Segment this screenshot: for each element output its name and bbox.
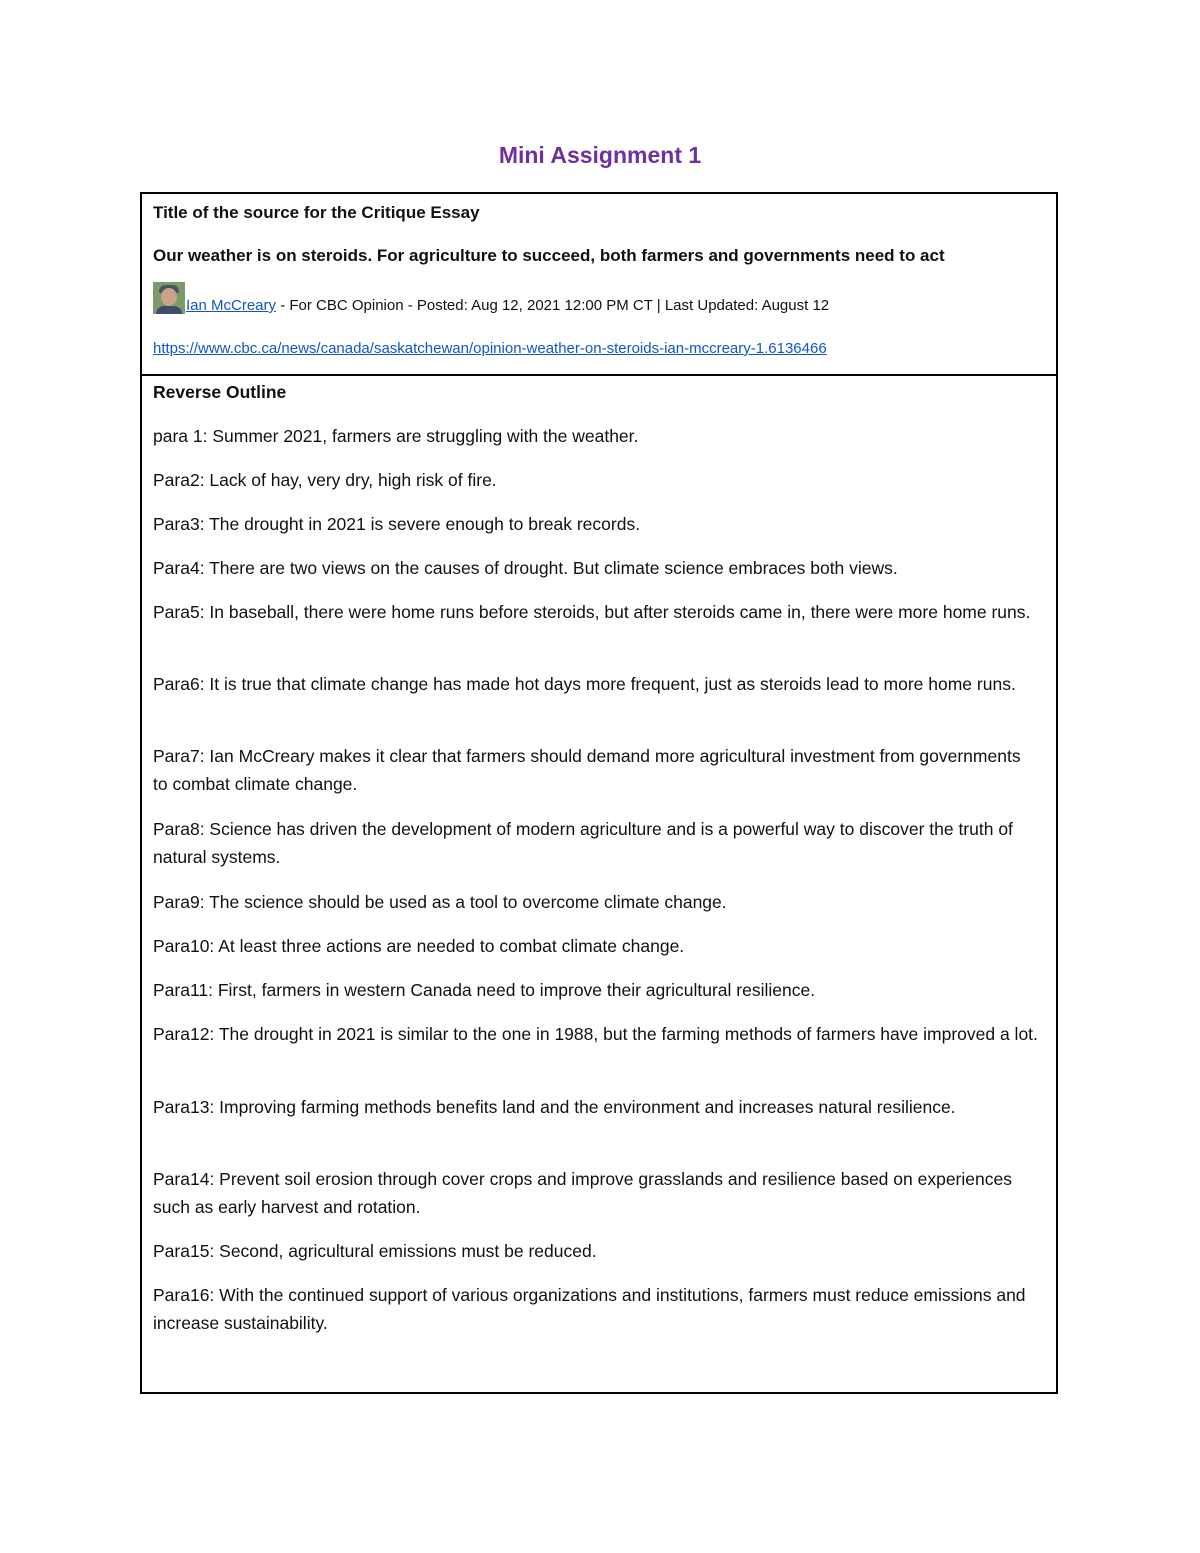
outline-para: Para13: Improving farming methods benefits land and the environment and increases natural resilience. xyxy=(153,1097,956,1117)
article-title: Our weather is on steroids. For agriculture to succeed, both farmers and governments need to act xyxy=(153,246,945,265)
outline-para: Para11: First, farmers in western Canada need to improve their agricultural resilience. xyxy=(153,980,816,1000)
author-link[interactable]: Ian McCreary xyxy=(186,297,277,314)
outline-para: Para7: Ian McCreary makes it clear that farmers should demand more agricultural investment from governments to combat climate change. xyxy=(153,746,1021,794)
outline-para: Para9: The science should be used as a tool to overcome climate change. xyxy=(153,892,727,912)
source-url xyxy=(153,335,1040,363)
outline-para: Para14: Prevent soil erosion through cover crops and improve grasslands and resilience based on experiences such as early harvest and rotation. xyxy=(153,1169,1012,1217)
byline xyxy=(153,282,1040,320)
outline-heading: Reverse Outline xyxy=(153,382,287,402)
outline-para: para 1: Summer 2021, farmers are struggling with the weather. xyxy=(153,426,639,446)
outline-para: Para10: At least three actions are needed to combat climate change. xyxy=(153,936,685,956)
byline-details: - For CBC Opinion - Posted: Aug 12, 2021 12:00 PM CT | Last Updated: August 12 xyxy=(276,297,830,314)
outline-para: Para5: In baseball, there were home runs before steroids, but after steroids came in, there were more home runs. xyxy=(153,602,1031,622)
outline-para: Para3: The drought in 2021 is severe enough to break records. xyxy=(153,514,641,534)
outline-para: Para2: Lack of hay, very dry, high risk of fire. xyxy=(153,470,497,490)
outline-para: Para6: It is true that climate change has made hot days more frequent, just as steroids lead to more home runs. xyxy=(153,674,1016,694)
outline-para: Para16: With the continued support of various organizations and institutions, farmers must reduce emissions and increase sustainability. xyxy=(153,1285,1026,1333)
page-title: Mini Assignment 1 xyxy=(498,142,702,168)
source-heading: Title of the source for the Critique Essay xyxy=(153,203,480,222)
assignment-table xyxy=(140,192,1058,1394)
author-avatar xyxy=(153,282,185,314)
outline-cell xyxy=(142,376,1056,1392)
outline-para: Para15: Second, agricultural emissions must be reduced. xyxy=(153,1241,597,1261)
source-url-link[interactable]: https://www.cbc.ca/news/canada/saskatchewan/opinion-weather-on-steroids-ian-mccreary-1.6136466 xyxy=(153,340,827,357)
source-cell xyxy=(142,194,1056,376)
outline-para: Para12: The drought in 2021 is similar to the one in 1988, but the farming methods of farmers have improved a lot. xyxy=(153,1024,1038,1044)
outline-para: Para8: Science has driven the development of modern agriculture and is a powerful way to discover the truth of natural systems. xyxy=(153,819,1013,867)
outline-para: Para4: There are two views on the causes of drought. But climate science embraces both views. xyxy=(153,558,898,578)
